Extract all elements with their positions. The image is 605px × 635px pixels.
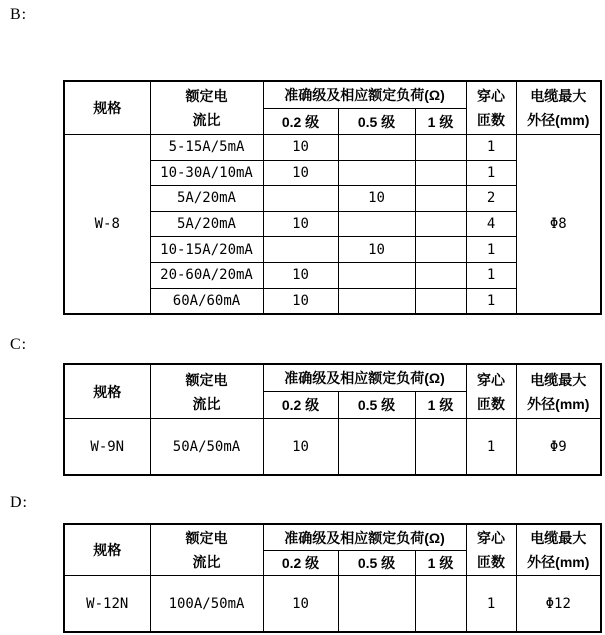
header-ratio-line2: 流比 — [192, 554, 221, 570]
cell-turns: 2 — [466, 186, 516, 212]
header-row — [64, 81, 601, 109]
cell-ratio: 20-60A/20mA — [150, 262, 263, 288]
header-ratio — [150, 364, 263, 419]
table-row — [64, 135, 601, 161]
header-accuracy-group: 准确级及相应额定负荷(Ω) — [263, 364, 466, 392]
header-acc-02: 0.2 级 — [263, 392, 338, 419]
header-ratio-line1: 额定电 — [185, 88, 228, 104]
cell-spec: W-12N — [64, 576, 150, 633]
cell-load-02: 10 — [263, 160, 338, 186]
header-turns-line1: 穿心 — [477, 371, 506, 388]
table-row — [64, 419, 601, 476]
header-ratio-line2: 流比 — [192, 112, 221, 128]
cell-spec: W-8 — [64, 135, 150, 315]
header-acc-1: 1 级 — [415, 551, 466, 576]
cell-load-1 — [415, 262, 466, 288]
cell-load-05 — [338, 262, 415, 288]
cell-ratio: 5A/20mA — [150, 186, 263, 212]
cell-turns: 1 — [466, 237, 516, 263]
header-acc-1: 1 级 — [415, 109, 466, 135]
header-ratio — [150, 524, 263, 576]
cell-load-05: 10 — [338, 237, 415, 263]
cell-ratio: 50A/50mA — [150, 419, 263, 476]
cell-load-02: 10 — [263, 211, 338, 237]
cell-spec: W-9N — [64, 419, 150, 476]
header-acc-02: 0.2 级 — [263, 109, 338, 135]
header-cable-line2: 外径(mm) — [527, 395, 590, 412]
section-label-b: B: — [10, 6, 28, 23]
header-row — [64, 364, 601, 392]
cell-load-1 — [415, 135, 466, 161]
cell-load-1 — [415, 160, 466, 186]
cell-load-05 — [338, 135, 415, 161]
header-cable-line2: 外径(mm) — [527, 112, 590, 128]
cell-load-05 — [338, 576, 415, 633]
header-cable — [516, 524, 601, 576]
header-cable-line2: 外径(mm) — [527, 554, 590, 570]
header-row — [64, 524, 601, 551]
cell-load-05 — [338, 211, 415, 237]
header-turns-line2: 匝数 — [477, 112, 506, 128]
cell-turns: 1 — [466, 576, 516, 633]
cell-cable: Φ12 — [516, 576, 601, 633]
cell-cable: Φ9 — [516, 419, 601, 476]
header-acc-05: 0.5 级 — [338, 392, 415, 419]
cell-load-02 — [263, 237, 338, 263]
header-acc-05: 0.5 级 — [338, 109, 415, 135]
cell-turns: 1 — [466, 160, 516, 186]
header-turns — [466, 524, 516, 576]
cell-load-1 — [415, 419, 466, 476]
header-acc-1: 1 级 — [415, 392, 466, 419]
header-ratio-line1: 额定电 — [185, 530, 228, 546]
section-label-c: C: — [10, 336, 28, 353]
header-ratio-line1: 额定电 — [185, 371, 228, 388]
header-spec: 规格 — [64, 364, 150, 419]
cell-turns: 1 — [466, 262, 516, 288]
header-turns — [466, 81, 516, 135]
header-spec: 规格 — [64, 81, 150, 135]
cell-load-02: 10 — [263, 135, 338, 161]
header-cable — [516, 364, 601, 419]
header-turns-line1: 穿心 — [477, 530, 506, 546]
header-accuracy-group: 准确级及相应额定负荷(Ω) — [263, 524, 466, 551]
header-acc-02: 0.2 级 — [263, 551, 338, 576]
table-row — [64, 576, 601, 633]
cell-turns: 1 — [466, 135, 516, 161]
cell-ratio: 5-15A/5mA — [150, 135, 263, 161]
header-cable — [516, 81, 601, 135]
header-ratio-line2: 流比 — [192, 395, 221, 412]
header-cable-line1: 电缆最大 — [530, 88, 587, 104]
header-turns-line2: 匝数 — [477, 554, 506, 570]
cell-turns: 4 — [466, 211, 516, 237]
cell-load-05 — [338, 288, 415, 314]
cell-turns: 1 — [466, 419, 516, 476]
cell-cable: Φ8 — [516, 135, 601, 315]
cell-load-1 — [415, 211, 466, 237]
cell-load-05: 10 — [338, 186, 415, 212]
spec-table-c — [63, 363, 602, 476]
cell-ratio: 100A/50mA — [150, 576, 263, 633]
section-label-d: D: — [10, 494, 28, 511]
cell-load-02: 10 — [263, 576, 338, 633]
header-turns-line2: 匝数 — [477, 395, 506, 412]
cell-load-02 — [263, 186, 338, 212]
cell-ratio: 10-15A/20mA — [150, 237, 263, 263]
cell-load-02: 10 — [263, 262, 338, 288]
cell-load-05 — [338, 160, 415, 186]
header-spec: 规格 — [64, 524, 150, 576]
cell-load-02: 10 — [263, 419, 338, 476]
header-turns — [466, 364, 516, 419]
cell-load-1 — [415, 186, 466, 212]
cell-load-05 — [338, 419, 415, 476]
header-accuracy-group: 准确级及相应额定负荷(Ω) — [263, 81, 466, 109]
spec-table-d — [63, 523, 602, 633]
cell-ratio: 60A/60mA — [150, 288, 263, 314]
cell-load-02: 10 — [263, 288, 338, 314]
header-turns-line1: 穿心 — [477, 88, 506, 104]
header-ratio — [150, 81, 263, 135]
spec-table-b — [63, 80, 602, 315]
cell-load-1 — [415, 237, 466, 263]
cell-load-1 — [415, 576, 466, 633]
cell-ratio: 10-30A/10mA — [150, 160, 263, 186]
cell-load-1 — [415, 288, 466, 314]
cell-turns: 1 — [466, 288, 516, 314]
header-cable-line1: 电缆最大 — [530, 530, 587, 546]
header-acc-05: 0.5 级 — [338, 551, 415, 576]
cell-ratio: 5A/20mA — [150, 211, 263, 237]
header-cable-line1: 电缆最大 — [530, 371, 587, 388]
